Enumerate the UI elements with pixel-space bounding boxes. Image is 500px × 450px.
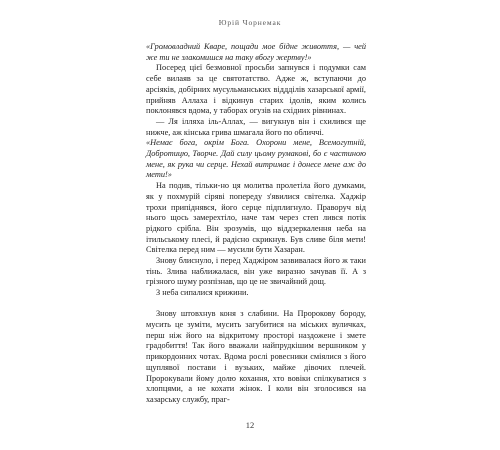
paragraph: «Громовладний Кваре, пощади мое бідне живоття, — чей же ти не злакомишся на таку вбогу жертву!» bbox=[146, 42, 366, 62]
paragraph: Знову штовхнув коня з слабини. На Пророкову бороду, мусить це зуміти, мусить загубитися на міських вуличках, перш ніж його на відкритому просторі наздожене і змете градобиття! Так його вважали найпрудкішим вершником у прикордонних чотах. Вдома рослі ровесники сміялися з його щуплявої постави і вузьких, майже дівочих плечей. Пророкували йому долю кохання, хто вовіки спілкуватися з хлопцями, а не кохати жінок. І коли він зголосився на хазарську службу, праг- bbox=[146, 309, 366, 404]
paragraph: — Ля ілляха іль-Аллах, — вигукнув він і схилився ще нижче, аж кінська грива шмагала його по обличчі. bbox=[146, 116, 366, 137]
paragraph: «Немає бога, окрім Бога. Охорони мене, Всемогутній, Добротицю, Творче. Дай силу цьому румакові, бо є частиною мене, як рука чи серце. Нехай витримає і донесе мене аж до мети!» bbox=[146, 138, 366, 180]
paragraph: Посеред цієї безмовної просьби запнувся і подумки сам себе вилаяв за це святотатство. Адже ж, вступаючи до арсіяків, добірних мусульманських віддділів хазарської армії, прийняв Аллаха і відкинув старих ідолів, яким колись поклонявся вдома, у таборах огузів на східних рівнинах. bbox=[146, 63, 366, 116]
paragraph: З неба сипалися крижини. bbox=[156, 288, 249, 298]
running-header: Юрій Чорнемак bbox=[218, 18, 282, 27]
page-number: 12 bbox=[245, 420, 255, 430]
paragraph: Знову блиснуло, і перед Хаджіром зазвивалася його ж таки тінь. Злива наближалася, він уже виразно зачував її. А з грізного шуму розпізнав, що це не звичайний дощ. bbox=[146, 256, 366, 287]
body-text bbox=[146, 42, 366, 406]
paragraph: На подив, тільки-но ця молитва пролетіла його думками, як у похмурій сіряві попереду з'явилися світелка. Хаджір трохи припіднявся, його серце підплигнуло. Праворуч від нього щось замерехтіло, наче там через степ лився потік рідкого срібла. Він зрозумів, що віддзеркалення неба на ітильському плесі, й радісно скрикнув. Був сливе біля мети! Світелка перед ним — мусили бути Хазаран. bbox=[146, 181, 366, 255]
